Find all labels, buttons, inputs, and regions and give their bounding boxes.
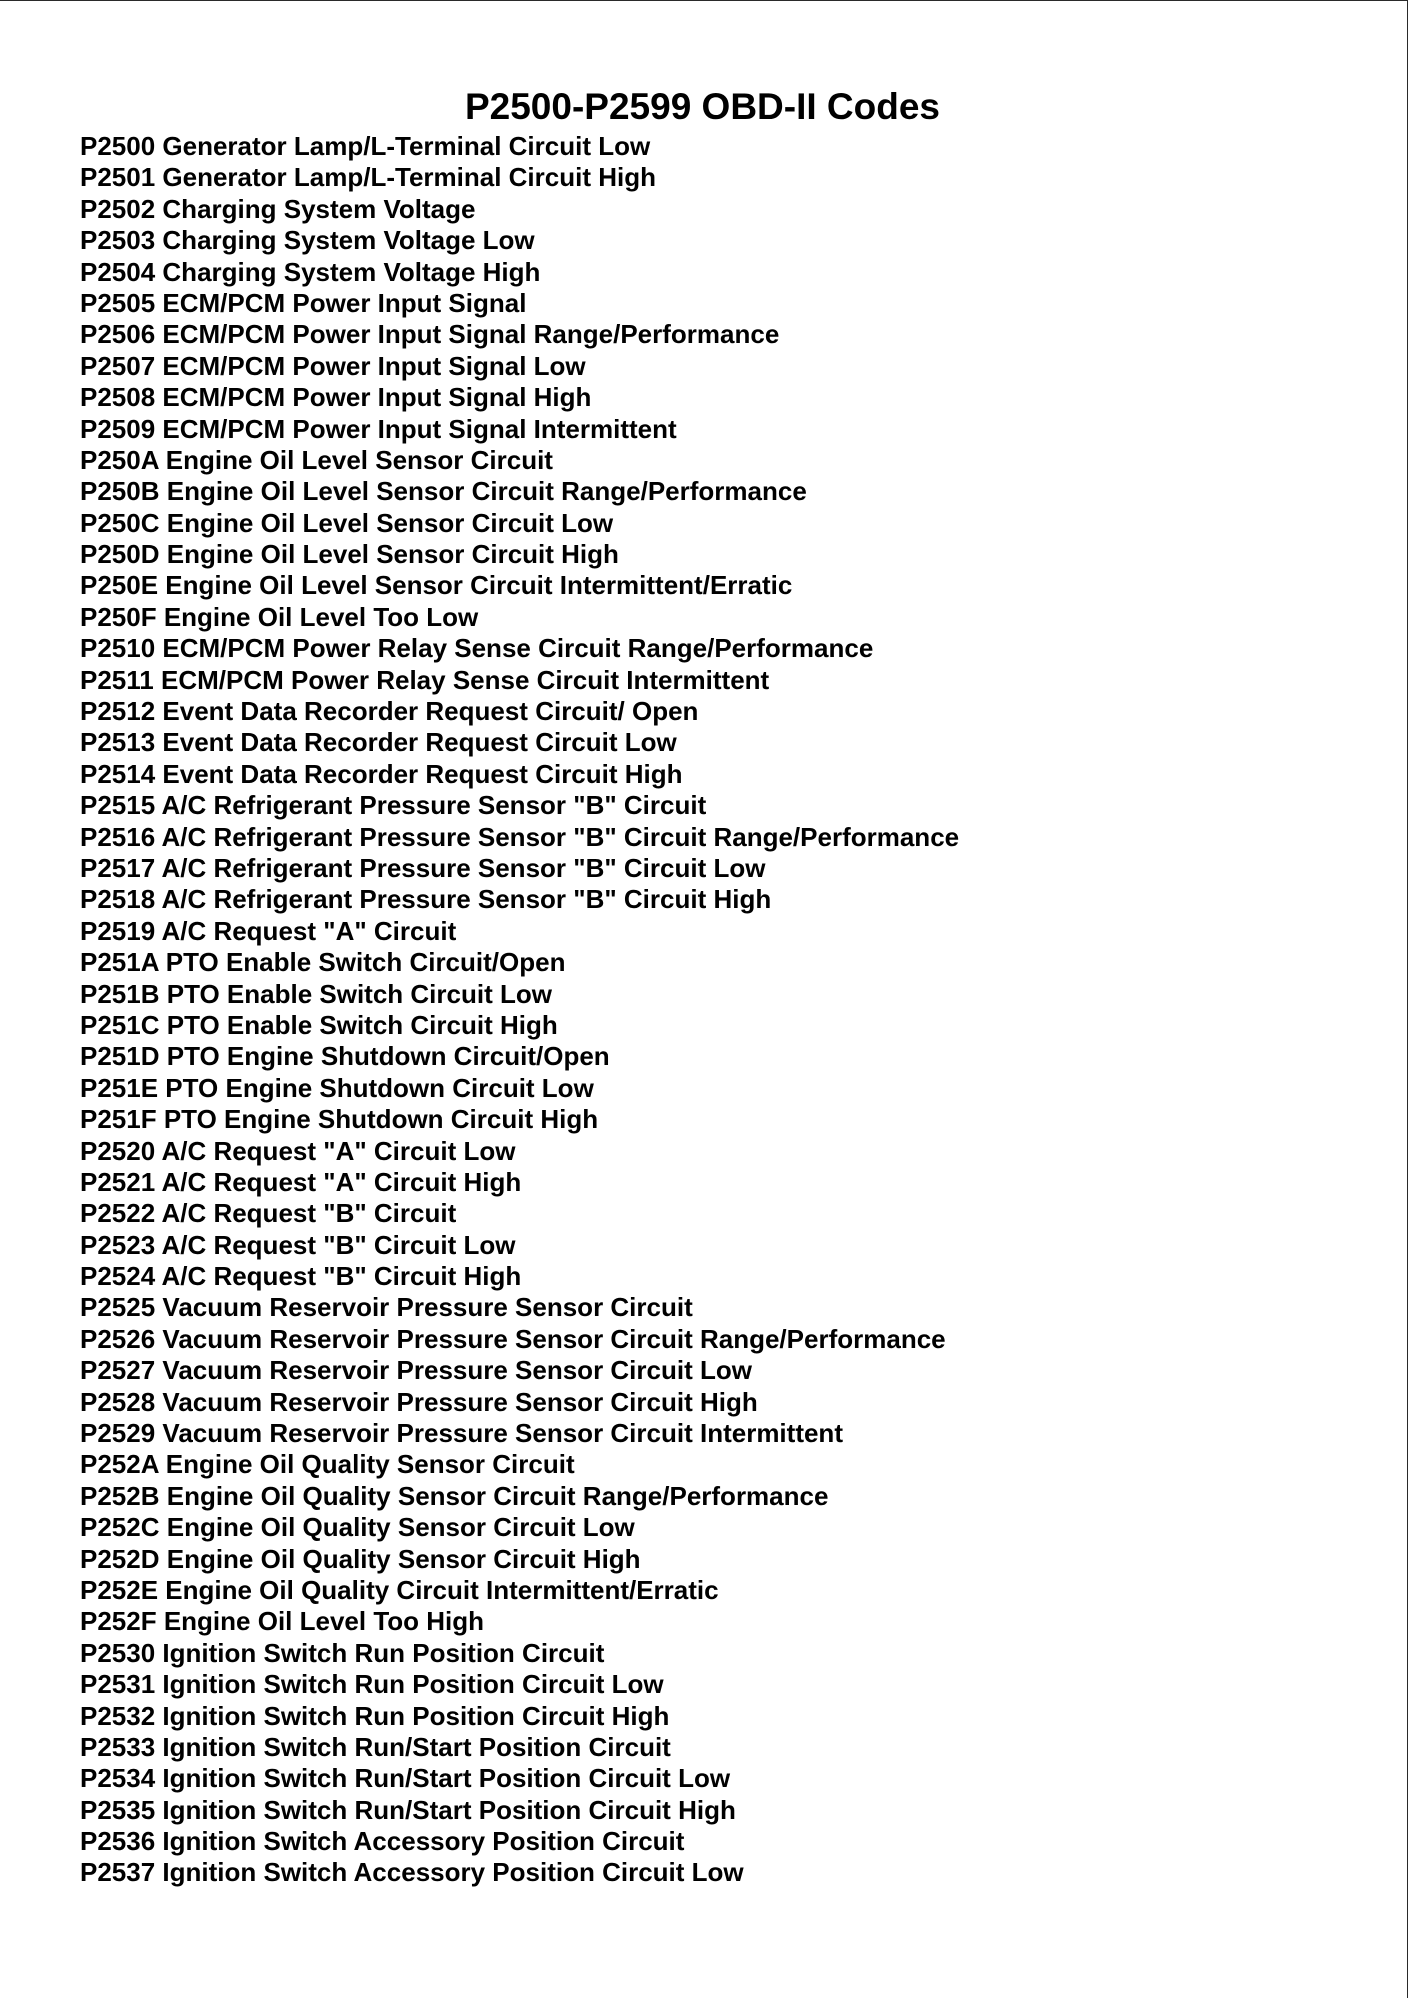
code-entry: P2520 A/C Request "A" Circuit Low — [80, 1135, 516, 1166]
code-entry: P2519 A/C Request "A" Circuit — [80, 915, 457, 946]
code-entry: P2507 ECM/PCM Power Input Signal Low — [80, 350, 586, 381]
code-entry: P2513 Event Data Recorder Request Circuit Low — [80, 727, 677, 758]
code-entry: P2521 A/C Request "A" Circuit High — [80, 1166, 522, 1197]
code-entry: P251C PTO Enable Switch Circuit High — [80, 1009, 558, 1040]
code-entry: P251A PTO Enable Switch Circuit/Open — [80, 947, 566, 978]
code-entry: P2516 A/C Refrigerant Pressure Sensor "B" Circuit Range/Performance — [80, 821, 960, 852]
code-entry: P2503 Charging System Voltage Low — [80, 225, 535, 256]
code-entry: P2529 Vacuum Reservoir Pressure Sensor Circuit Intermittent — [80, 1418, 843, 1449]
code-entry: P250F Engine Oil Level Too Low — [80, 601, 479, 632]
code-entry: P252C Engine Oil Quality Sensor Circuit Low — [80, 1512, 635, 1543]
code-entry: P2527 Vacuum Reservoir Pressure Sensor Circuit Low — [80, 1355, 752, 1386]
code-entry: P2500 Generator Lamp/L-Terminal Circuit Low — [80, 131, 651, 161]
code-entry: P2505 ECM/PCM Power Input Signal — [80, 287, 527, 318]
code-entry: P2518 A/C Refrigerant Pressure Sensor "B" Circuit High — [80, 884, 772, 915]
code-entry: P2506 ECM/PCM Power Input Signal Range/Performance — [80, 319, 780, 350]
code-entry: P2526 Vacuum Reservoir Pressure Sensor Circuit Range/Performance — [80, 1323, 946, 1354]
code-entry: P2533 Ignition Switch Run/Start Position Circuit — [80, 1731, 671, 1762]
code-entry: P2514 Event Data Recorder Request Circuit High — [80, 758, 683, 789]
code-entry: P252B Engine Oil Quality Sensor Circuit Range/Performance — [80, 1480, 829, 1511]
code-entry: P2528 Vacuum Reservoir Pressure Sensor Circuit High — [80, 1386, 758, 1417]
code-entry: P2532 Ignition Switch Run Position Circuit High — [80, 1700, 670, 1731]
code-entry: P2524 A/C Request "B" Circuit High — [80, 1261, 522, 1292]
code-entry: P2523 A/C Request "B" Circuit Low — [80, 1229, 516, 1260]
code-entry: P2512 Event Data Recorder Request Circuit/ Open — [80, 696, 699, 727]
code-entry: P252D Engine Oil Quality Sensor Circuit High — [80, 1543, 641, 1574]
code-entry: P251B PTO Enable Switch Circuit Low — [80, 978, 552, 1009]
code-entry: P2530 Ignition Switch Run Position Circuit — [80, 1637, 605, 1668]
code-entry: P250B Engine Oil Level Sensor Circuit Range/Performance — [80, 476, 807, 507]
code-entry: P250E Engine Oil Level Sensor Circuit Intermittent/Erratic — [80, 570, 793, 601]
code-entry: P2501 Generator Lamp/L-Terminal Circuit High — [80, 162, 656, 193]
code-entry: P2522 A/C Request "B" Circuit — [80, 1198, 457, 1229]
code-entry: P2531 Ignition Switch Run Position Circuit Low — [80, 1669, 664, 1700]
code-entry: P2504 Charging System Voltage High — [80, 256, 541, 287]
code-entry: P2511 ECM/PCM Power Relay Sense Circuit Intermittent — [80, 664, 770, 695]
code-entry: P252F Engine Oil Level Too High — [80, 1606, 485, 1637]
code-entry: P2536 Ignition Switch Accessory Position Circuit — [80, 1826, 685, 1857]
code-entry: P2534 Ignition Switch Run/Start Position Circuit Low — [80, 1763, 731, 1794]
code-entry: P2508 ECM/PCM Power Input Signal High — [80, 382, 592, 413]
page-title: P2500-P2599 OBD-II Codes — [464, 86, 941, 127]
code-entry: P2525 Vacuum Reservoir Pressure Sensor Circuit — [80, 1292, 693, 1323]
code-entry: P2502 Charging System Voltage — [80, 193, 476, 224]
code-entry: P252A Engine Oil Quality Sensor Circuit — [80, 1449, 575, 1480]
code-entry: P2535 Ignition Switch Run/Start Position Circuit High — [80, 1794, 736, 1825]
code-entry: P2517 A/C Refrigerant Pressure Sensor "B" Circuit Low — [80, 852, 766, 883]
code-entry: P251D PTO Engine Shutdown Circuit/Open — [80, 1041, 610, 1072]
code-entry: P250D Engine Oil Level Sensor Circuit High — [80, 539, 619, 570]
code-entry: P251E PTO Engine Shutdown Circuit Low — [80, 1072, 594, 1103]
code-entry: P2510 ECM/PCM Power Relay Sense Circuit Range/Performance — [80, 633, 874, 664]
code-entry: P2537 Ignition Switch Accessory Position Circuit Low — [80, 1857, 744, 1888]
code-entry: P2509 ECM/PCM Power Input Signal Intermittent — [80, 413, 677, 444]
code-entry: P251F PTO Engine Shutdown Circuit High — [80, 1104, 599, 1135]
code-entry: P2515 A/C Refrigerant Pressure Sensor "B" Circuit — [80, 790, 707, 821]
code-list — [80, 131, 959, 1889]
code-entry: P252E Engine Oil Quality Circuit Intermittent/Erratic — [80, 1574, 719, 1605]
code-entry: P250C Engine Oil Level Sensor Circuit Low — [80, 507, 614, 538]
code-entry: P250A Engine Oil Level Sensor Circuit — [80, 444, 553, 475]
